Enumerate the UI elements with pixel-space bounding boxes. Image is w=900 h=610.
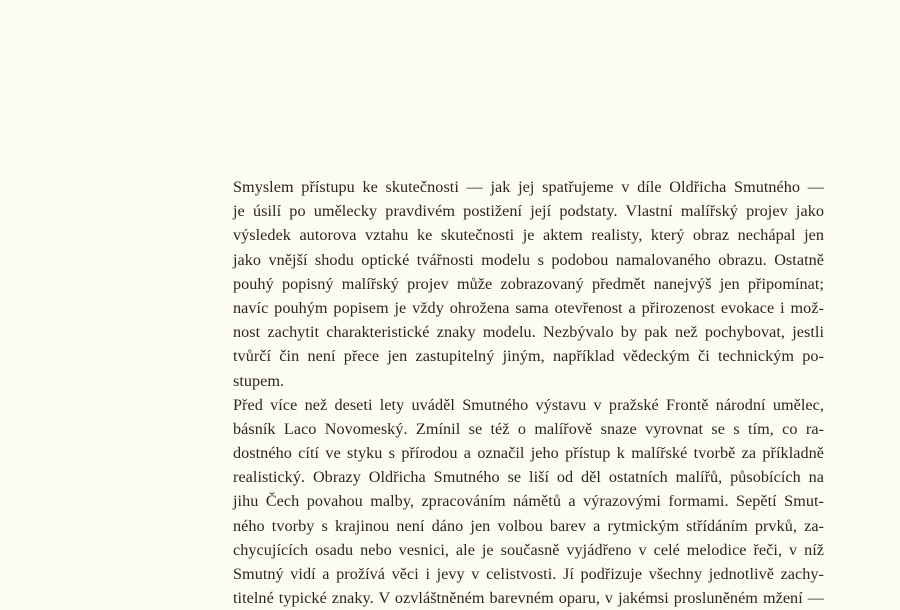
text-line: stupem.: [233, 371, 285, 390]
text-line: realistický. Obrazy Oldřicha Smutného se liší od děl ostatních malířů, působících na: [233, 468, 824, 487]
text-line: básník Laco Novomeský. Zmínil se též o malířově snaze vyrovnat se s tím, co ra-: [233, 419, 824, 438]
text-line: chycujících osadu nebo vesnici, ale je současně vyjádřeno v celé melodice řeči, v níž: [233, 540, 824, 559]
text-line: je úsilí po umělecky pravdivém postižení její podstaty. Vlastní malířský projev jako: [233, 202, 824, 221]
text-line: tvůrčí čin není přece jen zastupitelný jiným, například vědeckým či technickým po-: [233, 347, 824, 366]
text-line: navíc pouhým popisem je vždy ohrožena sama otevřenost a přirozenost evokace i mož-: [233, 298, 824, 317]
text-line: titelné typické znaky. V ozvláštněném barevném oparu, v jakémsi prosluněném mžení —: [233, 589, 824, 608]
body-text: [233, 175, 824, 610]
paragraph-2: [233, 393, 824, 610]
text-line: nost zachytit charakteristické znaky modelu. Nezbývalo by pak než pochybovat, jestli: [233, 323, 824, 342]
text-line: Smyslem přístupu ke skutečnosti — jak jej spatřujeme v díle Oldřicha Smutného —: [233, 178, 824, 196]
paragraph-1: [233, 175, 824, 393]
text-line: výsledek autorova vztahu ke skutečnosti je aktem realisty, který obraz nechápal jen: [233, 226, 824, 245]
text-line: Před více než deseti lety uváděl Smutného výstavu v pražské Frontě národní umělec,: [233, 395, 824, 414]
text-line: ného tvorby s krajinou není dáno jen volbou barev a rytmickým střídáním prvků, za-: [233, 516, 824, 535]
text-line: jihu Čech povahou malby, zpracováním námětů a výrazovými formami. Sepětí Smut-: [233, 492, 824, 511]
text-line: dostného cítí ve styku s přírodou a označil jeho přístup k malířské tvorbě za příkladně: [233, 444, 824, 463]
text-line: Smutný vidí a prožívá věci i jevy v celistvosti. Jí podřizuje všechny jednotlivě zachy-: [233, 565, 824, 583]
text-line: jako vnější shodu optické tvářnosti modelu s podobou namalovaného obrazu. Ostatně: [233, 250, 824, 269]
text-line: pouhý popisný malířský projev může zobrazovaný předmět nanejvýš jen připomínat;: [233, 274, 824, 293]
